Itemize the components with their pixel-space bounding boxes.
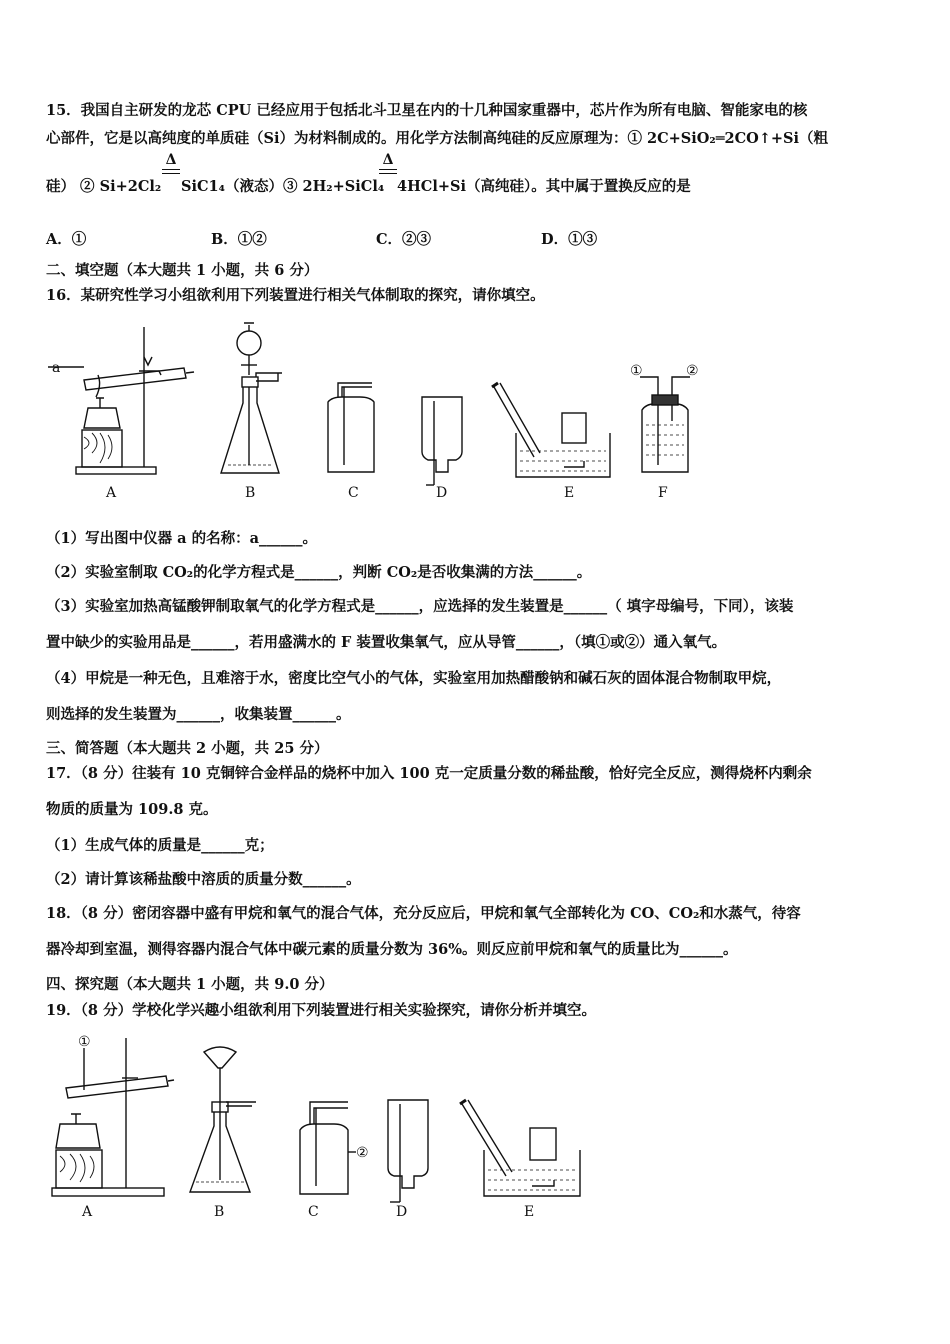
q19-fig-label-b: B xyxy=(214,1204,225,1220)
q16-fig-label-b: B xyxy=(245,485,256,501)
q19-mark-1: ① xyxy=(78,1034,91,1050)
q16-part3-line2: 置中缺少的实验用品是______，若用盛满水的 F 装置收集氧气，应从导管______，（填①或②）通入氧气。 xyxy=(46,634,727,651)
apparatus-d-bottle xyxy=(422,397,462,485)
q15-line3a: 硅） ② Si+2Cl₂ xyxy=(46,178,162,195)
q15-line3c: 4HCl+Si（高纯硅）。其中属于置换反应的是 xyxy=(397,178,691,195)
q19-apparatus-e xyxy=(460,1100,580,1196)
q16-fig-label-a: A xyxy=(106,485,117,501)
q15-line2: 心部件，它是以高纯度的单质硅（Si）为材料制成的。用化学方法制高纯硅的反应原理为：① 2C+SiO₂═2CO↑+Si（粗 xyxy=(46,130,829,147)
q16-fig-label-f: F xyxy=(658,485,668,501)
q17-line1: 17．（8 分）往装有 10 克铜锌合金样品的烧杯中加入 100 克一定质量分数的稀盐酸，恰好完全反应，测得烧杯内剩余 xyxy=(46,765,812,782)
q15-option-d[interactable]: D．①③ xyxy=(541,231,598,248)
q16-fig-label-c: C xyxy=(348,485,359,501)
q15-option-b[interactable]: B．①② xyxy=(211,231,267,248)
delta-condition-1: Δ xyxy=(162,152,180,174)
q19-fig-label-c: C xyxy=(308,1204,319,1220)
q16-part2: （2）实验室制取 CO₂的化学方程式是______，判断 CO₂是否收集满的方法______。 xyxy=(46,564,592,581)
q19-stem: 19．（8 分）学校化学兴趣小组欲利用下列装置进行相关实验探究，请你分析并填空。 xyxy=(46,1002,597,1019)
apparatus-a-heating xyxy=(48,327,194,474)
port-1-mark: ① xyxy=(630,363,643,379)
section-3-heading: 三、简答题（本大题共 2 小题，共 25 分） xyxy=(46,740,329,757)
q18-line2: 器冷却到室温，测得容器内混合气体中碳元素的质量分数为 36%。则反应前甲烷和氧气的质量比为______。 xyxy=(46,941,738,958)
q16-part3-line1: （3）实验室加热高锰酸钾制取氧气的化学方程式是______，应选择的发生装置是______（ 填字母编号，下同），该装 xyxy=(46,598,794,615)
section-2-heading: 二、填空题（本大题共 1 小题，共 6 分） xyxy=(46,262,319,279)
apparatus-c-bottle xyxy=(328,383,374,472)
q16-fig-label-e: E xyxy=(564,485,575,501)
q16-part4-line2: 则选择的发生装置为______，收集装置______。 xyxy=(46,706,351,723)
q19-fig-label-d: D xyxy=(396,1204,408,1220)
q19-mark-2: ② xyxy=(356,1145,369,1161)
q16-fig-label-d: D xyxy=(436,485,448,501)
q15-option-c[interactable]: C．②③ xyxy=(376,231,432,248)
q15-line3b: SiC1₄（液态）③ 2H₂+SiCl₄ xyxy=(181,178,385,195)
q16-part4-line1: （4）甲烷是一种无色，且难溶于水，密度比空气小的气体，实验室用加热醋酸钠和碱石灰的固体混合物制取甲烷， xyxy=(46,670,782,687)
q19-fig-label-a: A xyxy=(82,1204,93,1220)
apparatus-e-trough xyxy=(492,383,610,477)
q16-stem: 16．某研究性学习小组欲利用下列装置进行相关气体制取的探究，请你填空。 xyxy=(46,287,545,304)
delta-condition-2: Δ xyxy=(379,152,397,174)
q17-part2: （2）请计算该稀盐酸中溶质的质量分数______。 xyxy=(46,871,361,888)
q16-apparatus-figure xyxy=(44,315,724,505)
q16-part1: （1）写出图中仪器 a 的名称：a______。 xyxy=(46,530,317,547)
q19-fig-label-e: E xyxy=(524,1204,535,1220)
port-2-mark: ② xyxy=(686,363,699,379)
label-a: a xyxy=(52,360,61,376)
q19-apparatus-c xyxy=(300,1102,356,1194)
q19-apparatus-a xyxy=(52,1038,174,1196)
q19-apparatus-figure xyxy=(44,1030,604,1225)
q15-option-a[interactable]: A．① xyxy=(46,231,87,248)
q17-line2: 物质的质量为 109.8 克。 xyxy=(46,801,218,818)
q18-line1: 18．（8 分）密闭容器中盛有甲烷和氧气的混合气体，充分反应后，甲烷和氧气全部转化为 CO、CO₂和水蒸气，待容 xyxy=(46,905,801,922)
q15-line1: 15．我国自主研发的龙芯 CPU 已经应用于包括北斗卫星在内的十几种国家重器中，芯片作为所有电脑、智能家电的核 xyxy=(46,102,808,119)
q19-apparatus-b xyxy=(190,1047,256,1192)
q19-apparatus-d xyxy=(388,1100,428,1202)
section-4-heading: 四、探究题（本大题共 1 小题，共 9.0 分） xyxy=(46,976,334,993)
apparatus-f-bottle xyxy=(640,377,690,472)
apparatus-b-flask xyxy=(221,323,282,473)
q17-part1: （1）生成气体的质量是______克； xyxy=(46,837,274,854)
